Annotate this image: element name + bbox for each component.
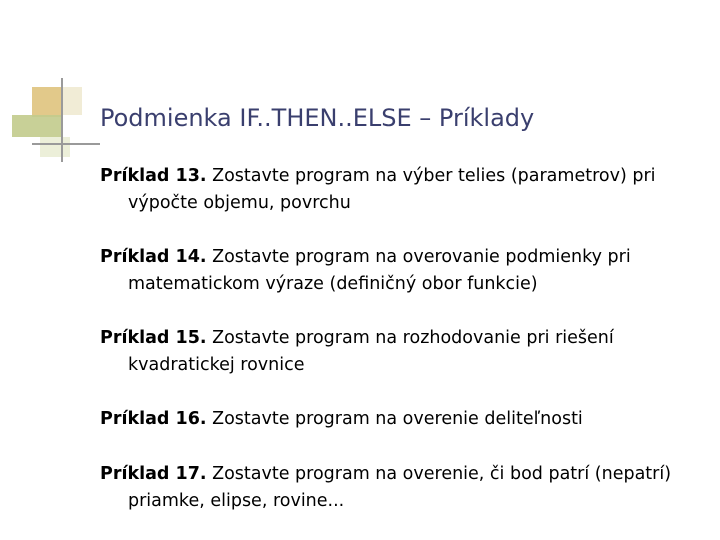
example-13 <box>100 163 700 217</box>
example-15 <box>100 325 700 379</box>
example-17 <box>100 461 700 515</box>
example-label: Príklad 14. <box>100 247 207 267</box>
deco-olive-square <box>12 115 62 137</box>
example-16 <box>100 406 700 433</box>
example-text: Zostavte program na overenie, či bod patrí (nepatrí) priamke, elipse, rovine... <box>128 464 672 511</box>
deco-light-square <box>62 87 82 115</box>
example-label: Príklad 15. <box>100 328 207 348</box>
deco-tan-square <box>32 87 62 117</box>
example-text: Zostavte program na overovanie podmienky pri matematickom výraze (definičný obor funkcie) <box>128 247 631 294</box>
slide-title: Podmienka IF..THEN..ELSE – Príklady <box>100 104 535 132</box>
example-text: Zostavte program na rozhodovanie pri riešení kvadratickej rovnice <box>128 328 614 375</box>
deco-light-square-2 <box>40 137 70 157</box>
example-label: Príklad 13. <box>100 166 207 186</box>
example-label: Príklad 17. <box>100 464 207 484</box>
example-text: Zostavte program na výber telies (parametrov) pri výpočte objemu, povrchu <box>128 166 656 213</box>
example-label: Príklad 16. <box>100 409 207 429</box>
example-14 <box>100 244 700 298</box>
corner-decoration <box>0 0 100 170</box>
example-text: Zostavte program na overenie deliteľnosti <box>206 409 583 429</box>
